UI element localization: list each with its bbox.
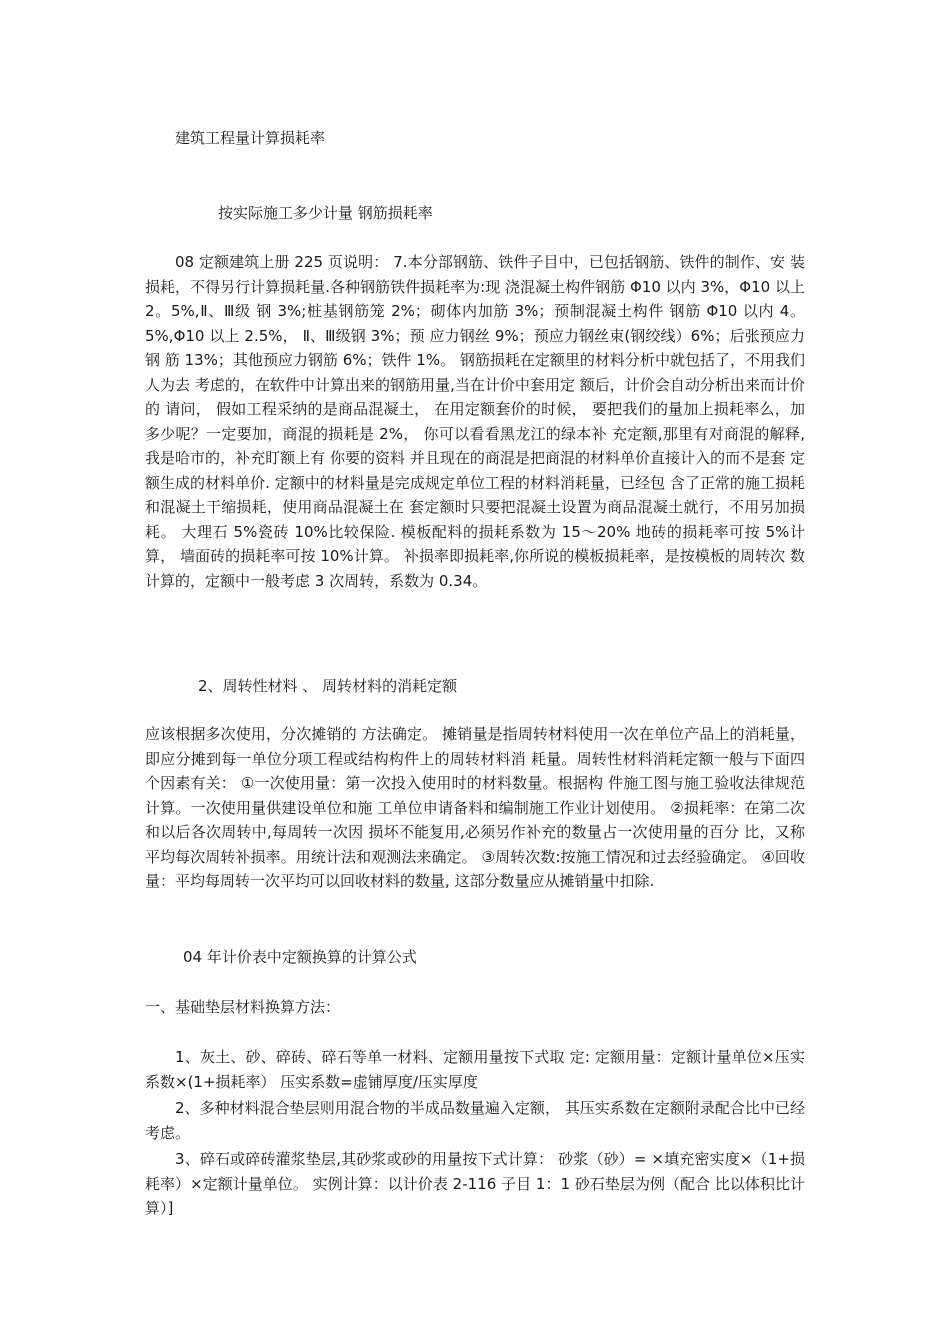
paragraph-steel-loss [145,250,805,593]
list-item-grout-cushion-text: 3、碎石或碎砖灌浆垫层,其砂浆或砂的用量按下式计算： 砂浆（砂）= ×填充密实度×（1+损耗率）×定额计量单位。 实例计算：以计价表 2-116 子目 1：1 砂石垫层为例（配合 比以体积比计算）] [145,1150,805,1217]
heading-cushion-conversion: 一、基础垫层材料换算方法： [145,998,341,1016]
heading-turnover-materials: 2、周转性材料 、 周转材料的消耗定额 [198,677,458,695]
heading-steel-loss: 按实际施工多少计量 钢筋损耗率 [218,204,433,222]
paragraph-steel-loss-text: 08 定额建筑上册 225 页说明： 7.本分部钢筋、铁件子目中，已包括钢筋、铁件的制作、安 装损耗，不得另行计算损耗量.各种钢筋铁件损耗率为:现 浇混凝土构件钢筋 Φ10 以内 3%，Φ10 以上 2。5%,Ⅱ、Ⅲ级 钢 3%;桩基钢筋笼 2%；砌体内加筋 3%；预制混凝土构件 钢筋 Φ10 以内 4。5%,Φ10 以上 2.5%， Ⅱ、Ⅲ级钢 3%；预 应力钢丝 9%；预应力钢丝束(钢绞线）6%；后张预应力钢 筋 13%；其他预应力钢筋 6%；铁件 1%。 钢筋损耗在定额里的材料分析中就包括了，不用我们人为去 考虑的，在软件中计算出来的钢筋用量,当在计价中套用定 额后，计价会自动分析出来而计价的 请问， 假如工程采纳的是商品混凝土， 在用定额套价的时候， 要把我们的量加上损耗率么，加多少呢？一定要加，商混的损耗是 2%， 你可以看看黑龙江的绿本补 充定额,那里有对商混的解释,我是哈市的，补充盯额上有 你要的资料 并且现在的商混是把商混的材料单价直接计入的而不是套 定额生成的材料单价. 定额中的材料量是完成规定单位工程的材料消耗量，已经包 含了正常的施工损耗和混凝土干缩损耗，使用商品混凝土在 套定额时只要把混凝土设置为商品混凝土就行，不用另加损 耗。 大理石 5%瓷砖 10%比较保险. 模板配料的损耗系数为 15～20% 地砖的损耗率可按 5%计算， 墙面砖的损耗率可按 10%计算。 补损率即损耗率,你所说的模板损耗率，是按模板的周转次 数计算的，定额中一般考虑 3 次周转，系数为 0.34。 [145,253,805,590]
paragraph-turnover-materials: 应该根据多次使用，分次摊销的 方法确定。 摊销量是指周转材料使用一次在单位产品上的消耗量， 即应分摊到每一单位分项工程或结构构件上的周转材料消 耗量。周转性材料消耗定额一般与下面四个因素有关： ①一次使用量：第一次投入使用时的材料数量。根据构 件施工图与施工验收法律规范计算。一次使用量供建设单位和施 工单位申请备料和编制施工作业计划使用。 ②损耗率：在第二次和以后各次周转中,每周转一次因 损坏不能复用,必须另作补充的数量占一次使用量的百分 比，又称平均每次周转补损率。用统计法和观测法来确定。 ③周转次数:按施工情况和过去经验确定。 ④回收量：平均每周转一次平均可以回收材料的数量, 这部分数量应从摊销量中扣除. [145,725,805,890]
list-item-grout-cushion [145,1147,805,1221]
heading-quota-formula: 04 年计价表中定额换算的计算公式 [183,948,417,966]
list-item-single-material [145,1045,805,1094]
list-item-mixed-material-text: 2、多种材料混合垫层则用混合物的半成品数量遍入定额， 其压实系数在定额附录配合比中已经考虑。 [145,1099,805,1142]
list-item-single-material-text: 1、灰土、砂、碎砖、碎石等单一材料、定额用量按下式取 定: 定额用量：定额计量单位×压实系数×(1+损耗率） 压实系数=虚铺厚度/压实厚度 [145,1048,805,1091]
list-item-mixed-material [145,1096,805,1145]
document-title: 建筑工程量计算损耗率 [175,129,326,147]
